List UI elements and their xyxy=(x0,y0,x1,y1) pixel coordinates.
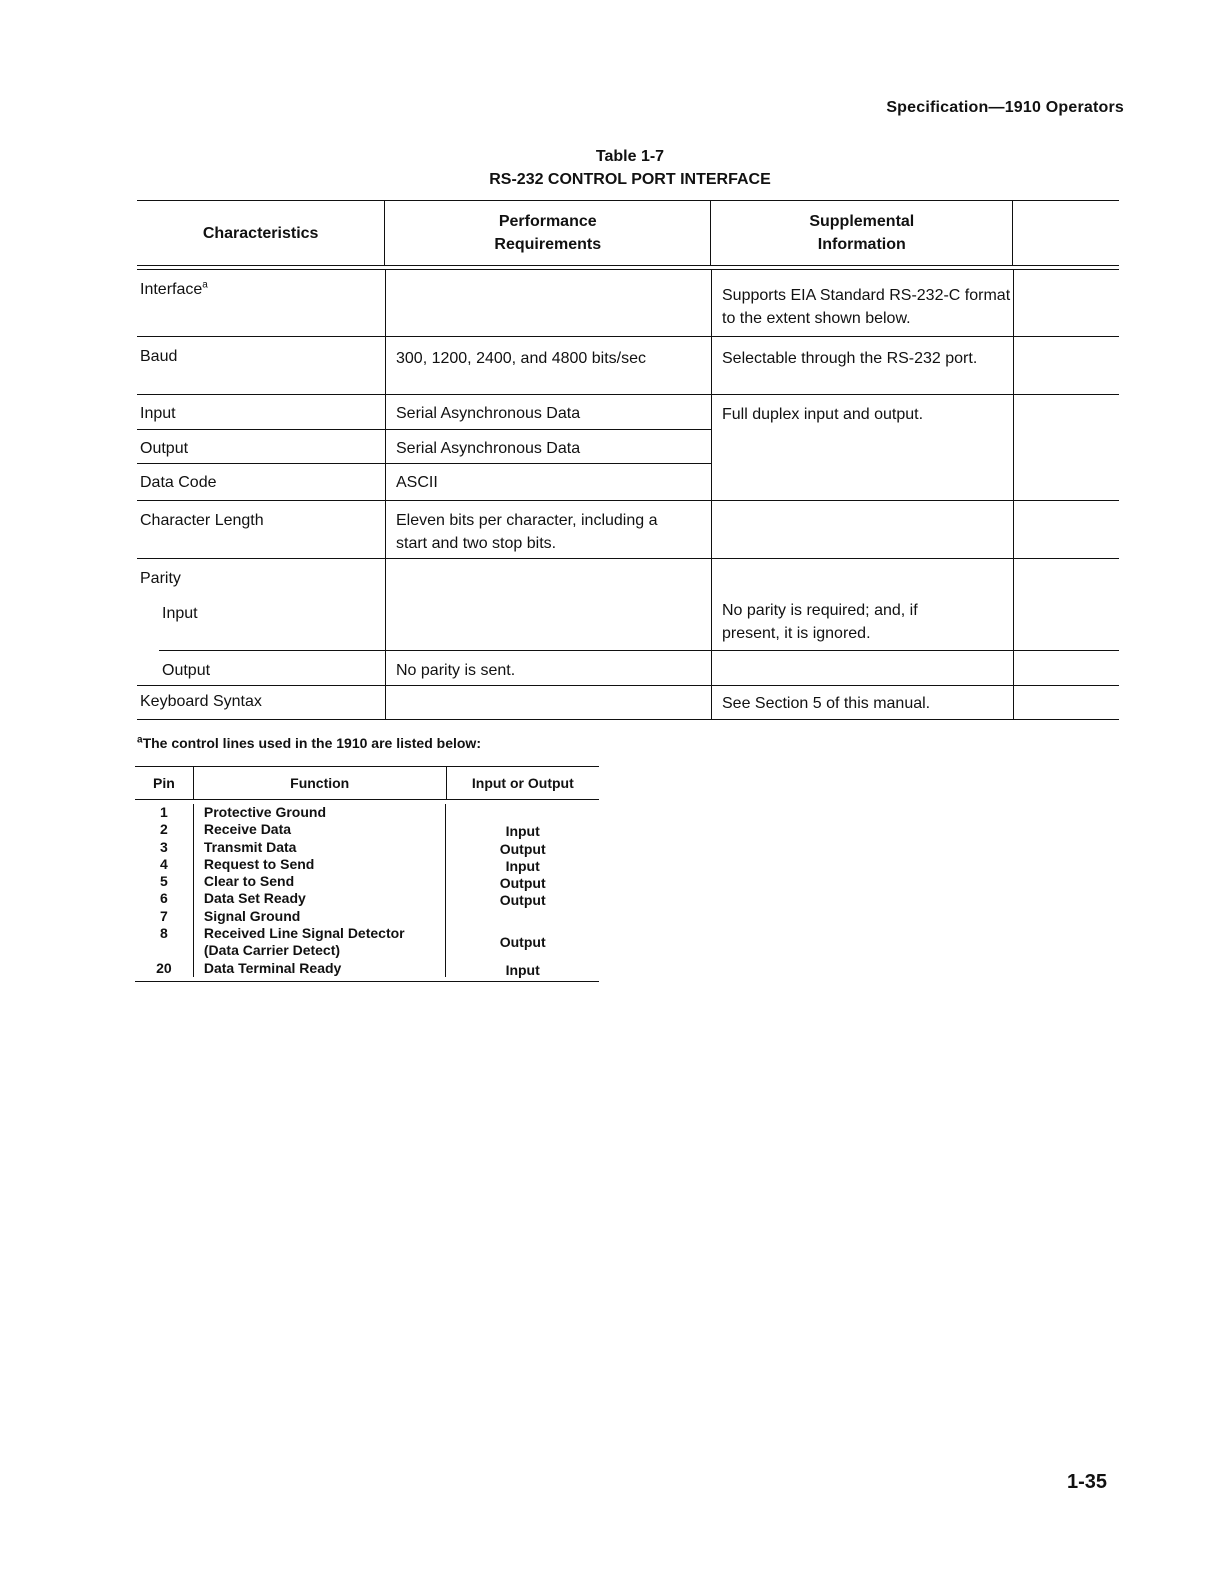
pin-io: Input xyxy=(505,961,540,978)
footnote-mark: a xyxy=(202,279,208,291)
pin-function-cont: (Data Carrier Detect) xyxy=(203,942,341,959)
pin-function: Protective Ground xyxy=(203,804,327,820)
row-keyboard-label: Keyboard Syntax xyxy=(140,693,262,710)
row-input-supp: Full duplex input and output. xyxy=(711,395,1013,500)
header-performance: Performance Requirements xyxy=(384,201,710,265)
spec-table-header xyxy=(137,200,1119,265)
io-header: Input or Output xyxy=(446,767,599,799)
pin-number: 20 xyxy=(156,959,172,976)
pin-io: Output xyxy=(499,840,546,857)
row-baud-label: Baud xyxy=(140,348,178,365)
pin-header: Pin xyxy=(152,775,175,791)
pin-number: 6 xyxy=(160,890,168,907)
row-keyboard xyxy=(137,685,1119,720)
spec-table xyxy=(137,200,1119,720)
row-parity-output xyxy=(137,650,1119,685)
pin-io xyxy=(446,908,599,925)
pin-function: Data Terminal Ready xyxy=(203,959,342,976)
row-parity-label: Parity xyxy=(140,570,181,587)
row-parity-input-label: Input xyxy=(162,605,198,622)
function-column xyxy=(193,804,445,977)
row-char-length-perf: Eleven bits per character, including a start and two stop bits. xyxy=(385,501,711,558)
pin-function: Signal Ground xyxy=(203,907,301,924)
pin-io: Output xyxy=(499,934,546,951)
page-number: 1-35 xyxy=(1066,1471,1107,1493)
pin-io: Output xyxy=(499,875,546,892)
header-supplemental: Supplemental Information xyxy=(710,201,1012,265)
pin-io: Input xyxy=(505,823,540,840)
pin-table xyxy=(135,766,599,982)
row-input-perf: Serial Asynchronous Data xyxy=(396,405,581,422)
pin-number: 2 xyxy=(160,821,168,838)
row-interface-supp: Supports EIA Standard RS-232-C format to the extent shown below. xyxy=(711,270,1013,336)
pin-table-header xyxy=(135,766,599,800)
pin-io: Input xyxy=(505,857,540,874)
row-parity-output-perf: No parity is sent. xyxy=(385,650,711,685)
table-caption xyxy=(380,145,880,191)
pin-function: Data Set Ready xyxy=(203,890,306,907)
row-group-io xyxy=(137,394,1119,500)
row-output-perf: Serial Asynchronous Data xyxy=(386,429,711,463)
row-keyboard-supp: See Section 5 of this manual. xyxy=(711,686,1013,719)
row-parity-output-label: Output xyxy=(159,650,385,685)
pin-number: 8 xyxy=(160,925,168,942)
row-input-label: Input xyxy=(140,405,176,422)
pin-number: 4 xyxy=(160,855,168,872)
row-output-label: Output xyxy=(137,429,385,463)
pin-table-body xyxy=(135,800,599,982)
row-parity-input-supp: No parity is required; and, if present, it is ignored. xyxy=(711,559,1013,650)
function-header: Function xyxy=(193,767,446,799)
pin-io: Output xyxy=(499,892,546,909)
row-data-code-label: Data Code xyxy=(137,463,385,500)
table-number: Table 1-7 xyxy=(595,148,665,165)
row-char-length-label: Character Length xyxy=(140,512,264,529)
header-blank xyxy=(1012,201,1119,265)
pin-function: Receive Data xyxy=(203,821,292,838)
pin-number: 1 xyxy=(160,804,168,820)
row-parity xyxy=(137,558,1119,650)
row-char-length xyxy=(137,500,1119,558)
pin-function: Request to Send xyxy=(203,855,315,872)
row-baud-perf: 300, 1200, 2400, and 4800 bits/sec xyxy=(385,337,711,394)
pin-function: Received Line Signal Detector xyxy=(203,925,405,942)
running-head: Specification—1910 Operators xyxy=(886,99,1124,116)
io-column xyxy=(445,804,599,977)
row-baud xyxy=(137,336,1119,394)
row-data-code-perf: ASCII xyxy=(386,463,711,500)
table-title: RS-232 CONTROL PORT INTERFACE xyxy=(489,171,771,188)
pin-function: Clear to Send xyxy=(203,873,295,890)
pin-column xyxy=(135,804,193,977)
pin-number: 7 xyxy=(160,907,168,924)
pin-number: 3 xyxy=(160,838,168,855)
footnote: $^a$The control lines used in the 1910 are listed below: xyxy=(137,734,481,751)
row-interface xyxy=(137,270,1119,336)
pin-number: 5 xyxy=(160,873,168,890)
row-interface-label: Interface xyxy=(140,281,203,298)
pin-io xyxy=(446,804,599,821)
pin-function: Transmit Data xyxy=(203,838,297,855)
header-characteristics: Characteristics xyxy=(202,224,319,242)
row-baud-supp: Selectable through the RS-232 port. xyxy=(711,337,1013,394)
